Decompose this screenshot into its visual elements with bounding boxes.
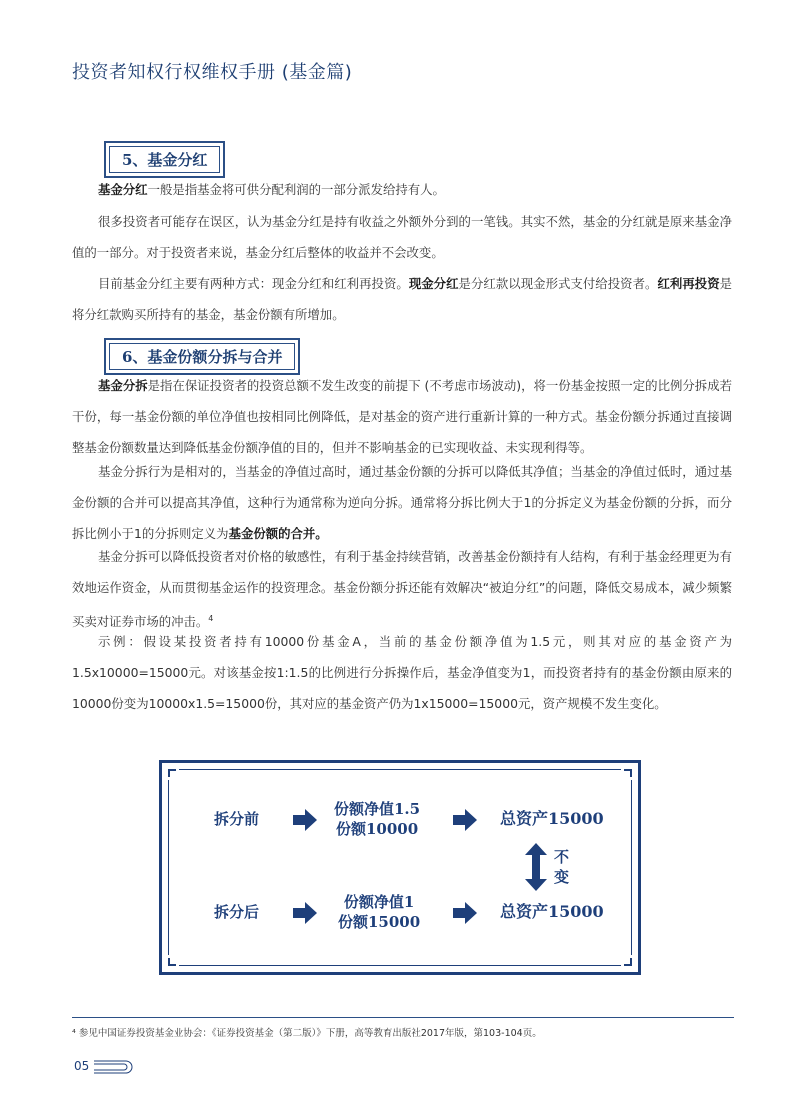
paragraph-split-relative xyxy=(72,456,732,549)
paragraph-text: 很多投资者可能存在误区，认为基金分红是持有收益之外额外分到的一笔钱。其实不然，基金的分红就是原来基金净值的一部分。对于投资者来说，基金分红后整体的收益并不会改变。 xyxy=(72,214,732,260)
section-heading-5 xyxy=(104,141,225,178)
before-shares: 份额10000 xyxy=(335,820,419,838)
paragraph-split-benefits xyxy=(72,541,732,637)
paragraph-dividend-methods xyxy=(72,268,732,330)
after-split-values xyxy=(338,892,420,932)
term-share-merge: 基金份额的合并。 xyxy=(228,526,328,541)
unchanged-char-1: 不 xyxy=(554,848,570,866)
up-down-arrow-icon xyxy=(525,843,547,891)
right-arrow-icon xyxy=(293,809,317,831)
right-arrow-icon xyxy=(293,902,317,924)
corner-ornament xyxy=(621,955,635,969)
paragraph-dividend-definition xyxy=(72,174,732,205)
paragraph-text: 示例：假设某投资者持有10000份基金A，当前的基金份额净值为1.5元，则其对应的基金资产为1.5x10000=15000元。对该基金按1:1.5的比例进行分拆操作后，基金净值变为1，而投资者持有的基金份额由原来的10000份变为10000x1.5=15000份，其对应的基金资产仍为1x15000=15000元，资产规模不发生变化。 xyxy=(72,634,732,711)
corner-ornament xyxy=(165,766,179,780)
term-dividend: 基金分红 xyxy=(98,182,148,197)
split-diagram xyxy=(159,760,641,975)
before-nav: 份额净值1.5 xyxy=(334,800,421,818)
before-total-assets: 总资产15000 xyxy=(500,809,604,828)
after-shares: 份额15000 xyxy=(338,913,421,931)
paragraph-split-definition xyxy=(72,370,732,463)
page-number: 05 xyxy=(74,1059,90,1073)
after-total-assets: 总资产15000 xyxy=(500,902,604,921)
term-reinvestment: 红利再投资 xyxy=(657,276,720,291)
section-heading-5-label: 5、基金分红 xyxy=(109,146,220,173)
paragraph-text: 是指在保证投资者的投资总额不发生改变的前提下 (不考虑市场波动)，将一份基金按照一定的比例分拆成若干份，每一基金份额的单位净值也按相同比例降低，是对基金的资产进行重新计算的一种方式。基金份额分拆通过直接调整基金份额数量达到降低基金份额净值的目的，但并不影响基金的已实现收益、未实现利得等。 xyxy=(72,378,733,455)
page-header-title: 投资者知权行权维权手册 (基金篇) xyxy=(72,62,353,83)
term-cash-dividend: 现金分红 xyxy=(408,276,459,291)
before-split-values xyxy=(334,799,420,839)
after-nav: 份额净值1 xyxy=(343,893,415,911)
before-split-label: 拆分前 xyxy=(214,810,260,828)
unchanged-label xyxy=(554,847,569,887)
paragraph-text: 是将分红款购买所持有的基金，基金份额有所增加。 xyxy=(72,276,733,322)
unchanged-char-2: 变 xyxy=(554,868,570,886)
right-arrow-icon xyxy=(453,902,477,924)
paragraph-example xyxy=(72,626,732,719)
after-split-label: 拆分后 xyxy=(214,903,260,921)
paragraph-text: 是分红款以现金形式支付给投资者。 xyxy=(458,276,658,291)
paragraph-text: 基金分拆行为是相对的，当基金的净值过高时，通过基金份额的分拆可以降低其净值；当基金的净值过低时，通过基金份额的合并可以提高其净值，这种行为通常称为逆向分拆。通常将分拆比例大于1的分拆定义为基金份额的分拆，而分拆比例小于1的分拆则定义为 xyxy=(72,464,732,541)
right-arrow-icon xyxy=(453,809,477,831)
paragraph-text: 一般是指基金将可供分配利润的一部分派发给持有人。 xyxy=(147,182,445,197)
footnote-text: ⁴ 参见中国证券投资基金业协会：《证券投资基金（第二版）》下册，高等教育出版社2017年版，第103-104页。 xyxy=(72,1028,542,1039)
term-fund-split: 基金分拆 xyxy=(98,378,148,393)
paragraph-text: 目前基金分红主要有两种方式：现金分红和红利再投资。 xyxy=(98,276,409,291)
corner-ornament xyxy=(621,766,635,780)
footnote-marker[interactable]: 4 xyxy=(208,614,214,623)
page-tab-ornament-icon xyxy=(92,1058,134,1076)
footnote-divider xyxy=(72,1017,734,1018)
section-heading-6-label: 6、基金份额分拆与合并 xyxy=(109,343,295,370)
paragraph-dividend-misconception xyxy=(72,206,732,268)
corner-ornament xyxy=(165,955,179,969)
paragraph-text: 基金分拆可以降低投资者对价格的敏感性，有利于基金持续营销，改善基金份额持有人结构，有利于基金经理更为有效地运作资金，从而贯彻基金运作的投资理念。基金份额分拆还能有效解决“被迫分红”的问题，降低交易成本，减少频繁买卖对证券市场的冲击。 xyxy=(72,549,732,630)
